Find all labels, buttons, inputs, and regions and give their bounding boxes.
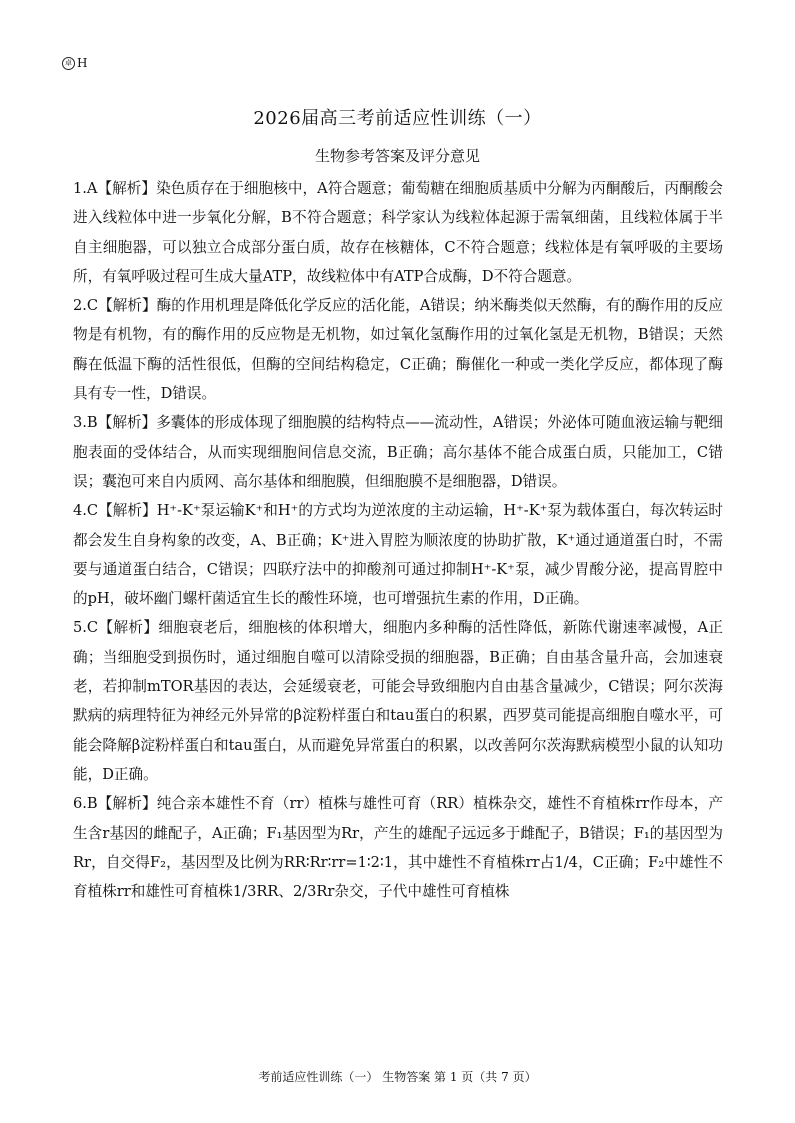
seal-icon: 卓	[62, 57, 75, 70]
corner-mark-letter: H	[77, 56, 88, 70]
page-subtitle: 生物参考答案及评分意见	[314, 147, 480, 165]
answer-item-2: 2.C【解析】酶的作用机理是降低化学反应的活化能，A错误；纳米酶类似天然酶，有的酶作用的反应物是有机物，有的酶作用的反应物是无机物，如过氧化氢酶作用的过氧化氢是无机物，B错误；天然酶在低温下酶的活性很低，但酶的空间结构稳定，C正确；酶催化一种或一类化学反应，都体现了酶具有专一性，D错误。	[73, 297, 723, 403]
answer-item-4: 4.C【解析】H⁺-K⁺泵运输K⁺和H⁺的方式均为逆浓度的主动运输，H⁺-K⁺泵为载体蛋白，每次转运时都会发生自身构象的改变，A、B正确；K⁺进入胃腔为顺浓度的协助扩散，K⁺通过通道蛋白时，不需要与通道蛋白结合，C错误；四联疗法中的抑酸剂可通过抑制H⁺-K⁺泵，减少胃酸分泌，提高胃腔中的pH，破坏幽门螺杆菌适宜生长的酸性环境，也可增强抗生素的作用，D正确。	[73, 502, 723, 608]
answer-item-6: 6.B【解析】纯合亲本雄性不育（rr）植株与雄性可育（RR）植株杂交，雄性不育植株rr作母本，产生含r基因的雌配子，A正确；F₁基因型为Rr，产生的雄配子远远多于雌配子，B错误；F₁的基因型为Rr，自交得F₂，基因型及比例为RR∶Rr∶rr=1∶2∶1，其中雄性不育植株rr占1/4，C正确；F₂中雄性不育植株rr和雄性可育植株1/3RR、2/3Rr杂交，子代中雄性可育植株	[73, 795, 723, 901]
page-title: 2026届高三考前适应性训练（一）	[253, 108, 542, 129]
answer-item-3: 3.B【解析】多囊体的形成体现了细胞膜的结构特点——流动性，A错误；外泌体可随血液运输与靶细胞表面的受体结合，从而实现细胞间信息交流，B正确；高尔基体不能合成蛋白质，只能加工，C错误；囊泡可来自内质网、高尔基体和细胞膜，但细胞膜不是细胞器，D错误。	[73, 414, 723, 490]
answer-item-5: 5.C【解析】细胞衰老后，细胞核的体积增大，细胞内多种酶的活性降低，新陈代谢速率减慢，A正确；当细胞受到损伤时，通过细胞自噬可以清除受损的细胞器，B正确；自由基含量升高，会加速衰老，若抑制mTOR基因的表达，会延缓衰老，可能会导致细胞内自由基含量减少，C错误；阿尔茨海默病的病理特征为神经元外异常的β淀粉样蛋白和tau蛋白的积累，西罗莫司能提高细胞自噬水平，可能会降解β淀粉样蛋白和tau蛋白，从而避免异常蛋白的积累，以改善阿尔茨海默病模型小鼠的认知功能，D正确。	[73, 619, 723, 783]
page-footer: 考前适应性训练（一） 生物答案 第 1 页（共 7 页）	[258, 1070, 537, 1084]
corner-mark	[62, 56, 87, 70]
answer-item-1: 1.A【解析】染色质存在于细胞核中，A符合题意；葡萄糖在细胞质基质中分解为丙酮酸后，丙酮酸会进入线粒体中进一步氧化分解，B不符合题意；科学家认为线粒体起源于需氧细菌，且线粒体属于半自主细胞器，可以独立合成部分蛋白质，故存在核糖体，C不符合题意；线粒体是有氧呼吸的主要场所，有氧呼吸过程可生成大量ATP，故线粒体中有ATP合成酶，D不符合题意。	[73, 180, 723, 285]
answer-list	[73, 174, 723, 906]
